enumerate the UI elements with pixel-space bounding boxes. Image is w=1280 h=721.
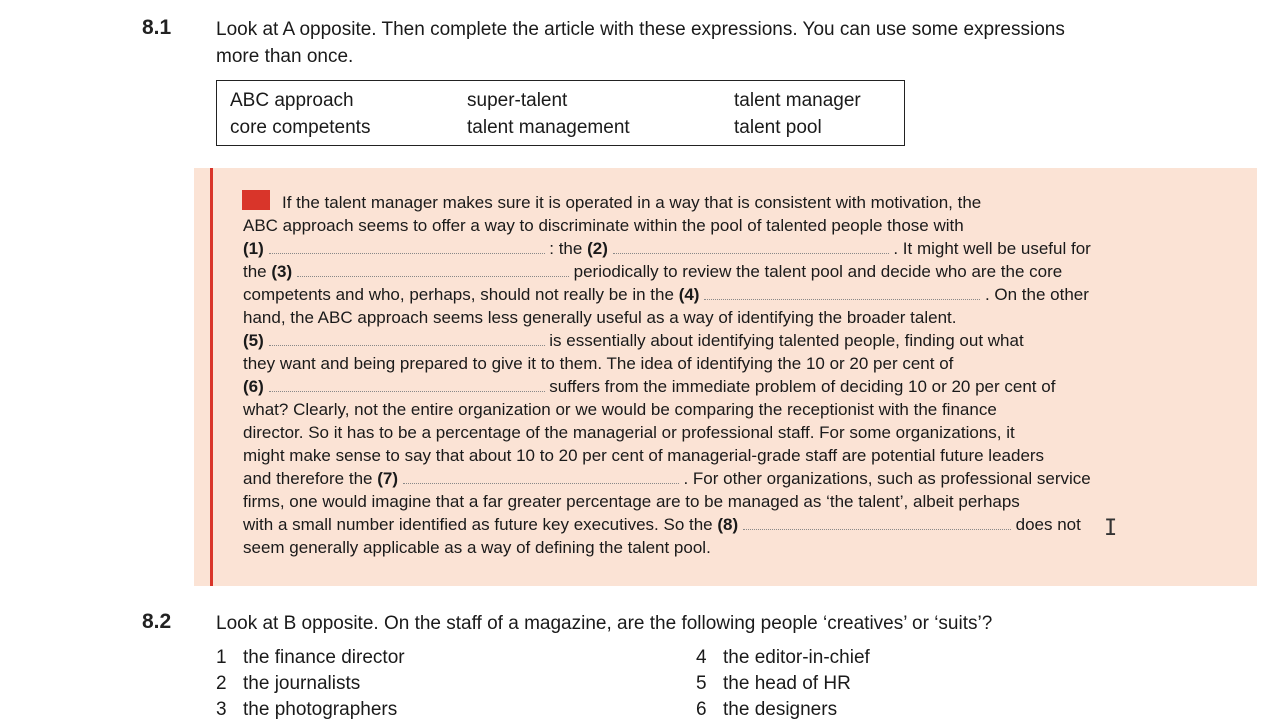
- article-line: might make sense to say that about 10 to 20 per cent of managerial-grade staff are potential future leaders: [243, 446, 1045, 465]
- list-item: 1 the finance director: [216, 647, 405, 668]
- answer-gap-8[interactable]: [743, 517, 1011, 530]
- exercise-8-1-instruction-line1: Look at A opposite. Then complete the article with these expressions. You can use some expressions: [216, 19, 1065, 40]
- answer-gap-3[interactable]: [297, 264, 569, 277]
- exercise-number-8-1: 8.1: [142, 16, 172, 39]
- article-line: the (3) periodically to review the talent pool and decide who are the core: [243, 262, 1063, 281]
- answer-gap-4[interactable]: [704, 287, 980, 300]
- word-box-item: talent pool: [734, 117, 822, 138]
- exercise-number-8-2: 8.2: [142, 610, 172, 633]
- answer-gap-5[interactable]: [269, 333, 545, 346]
- answer-gap-2[interactable]: [613, 241, 889, 254]
- word-box-item: talent manager: [734, 90, 861, 111]
- word-box-item: ABC approach: [230, 90, 354, 111]
- list-item: 6 the designers: [696, 699, 838, 720]
- article-line: competents and who, perhaps, should not really be in the (4) . On the other: [243, 285, 1089, 304]
- article-line: If the talent manager makes sure it is operated in a way that is consistent with motivation, the: [282, 193, 982, 212]
- word-box-item: core competents: [230, 117, 371, 138]
- article-marker-square: [242, 190, 270, 210]
- exercise-8-2-instruction: Look at B opposite. On the staff of a magazine, are the following people ‘creatives’ or ‘suits’?: [216, 613, 993, 634]
- article-line: (6) suffers from the immediate problem of deciding 10 or 20 per cent of: [243, 377, 1056, 396]
- text-cursor-icon: I: [1104, 516, 1118, 541]
- list-item: 5 the head of HR: [696, 673, 851, 694]
- word-box: [216, 80, 905, 146]
- list-item: 3 the photographers: [216, 699, 398, 720]
- article-line: and therefore the (7) . For other organizations, such as professional service: [243, 469, 1091, 488]
- article-line: hand, the ABC approach seems less generally useful as a way of identifying the broader talent.: [243, 308, 957, 327]
- word-box-item: super-talent: [467, 90, 568, 111]
- article-left-bar: [210, 168, 213, 586]
- article-panel: [194, 168, 1257, 586]
- article-line: firms, one would imagine that a far greater percentage are to be managed as ‘the talent’, albeit perhaps: [243, 492, 1020, 511]
- answer-gap-7[interactable]: [403, 471, 679, 484]
- article-line: they want and being prepared to give it to them. The idea of identifying the 10 or 20 per cent of: [243, 354, 954, 373]
- article-line: what? Clearly, not the entire organization or we would be comparing the receptionist with the finance: [243, 400, 997, 419]
- article-line: director. So it has to be a percentage of the managerial or professional staff. For some organizations, it: [243, 423, 1015, 442]
- answer-gap-1[interactable]: [269, 241, 545, 254]
- article-line: (5) is essentially about identifying talented people, finding out what: [243, 331, 1024, 350]
- article-line: ABC approach seems to offer a way to discriminate within the pool of talented people those with: [243, 216, 964, 235]
- article-line: seem generally applicable as a way of defining the talent pool.: [243, 538, 711, 557]
- list-item: 4 the editor-in-chief: [696, 647, 870, 668]
- exercise-8-1-instruction-line2: more than once.: [216, 46, 354, 67]
- article-line: with a small number identified as future key executives. So the (8) does not: [243, 515, 1081, 534]
- answer-gap-6[interactable]: [269, 379, 545, 392]
- article-line: (1) : the (2) . It might well be useful for: [243, 239, 1091, 258]
- word-box-item: talent management: [467, 117, 630, 138]
- list-item: 2 the journalists: [216, 673, 361, 694]
